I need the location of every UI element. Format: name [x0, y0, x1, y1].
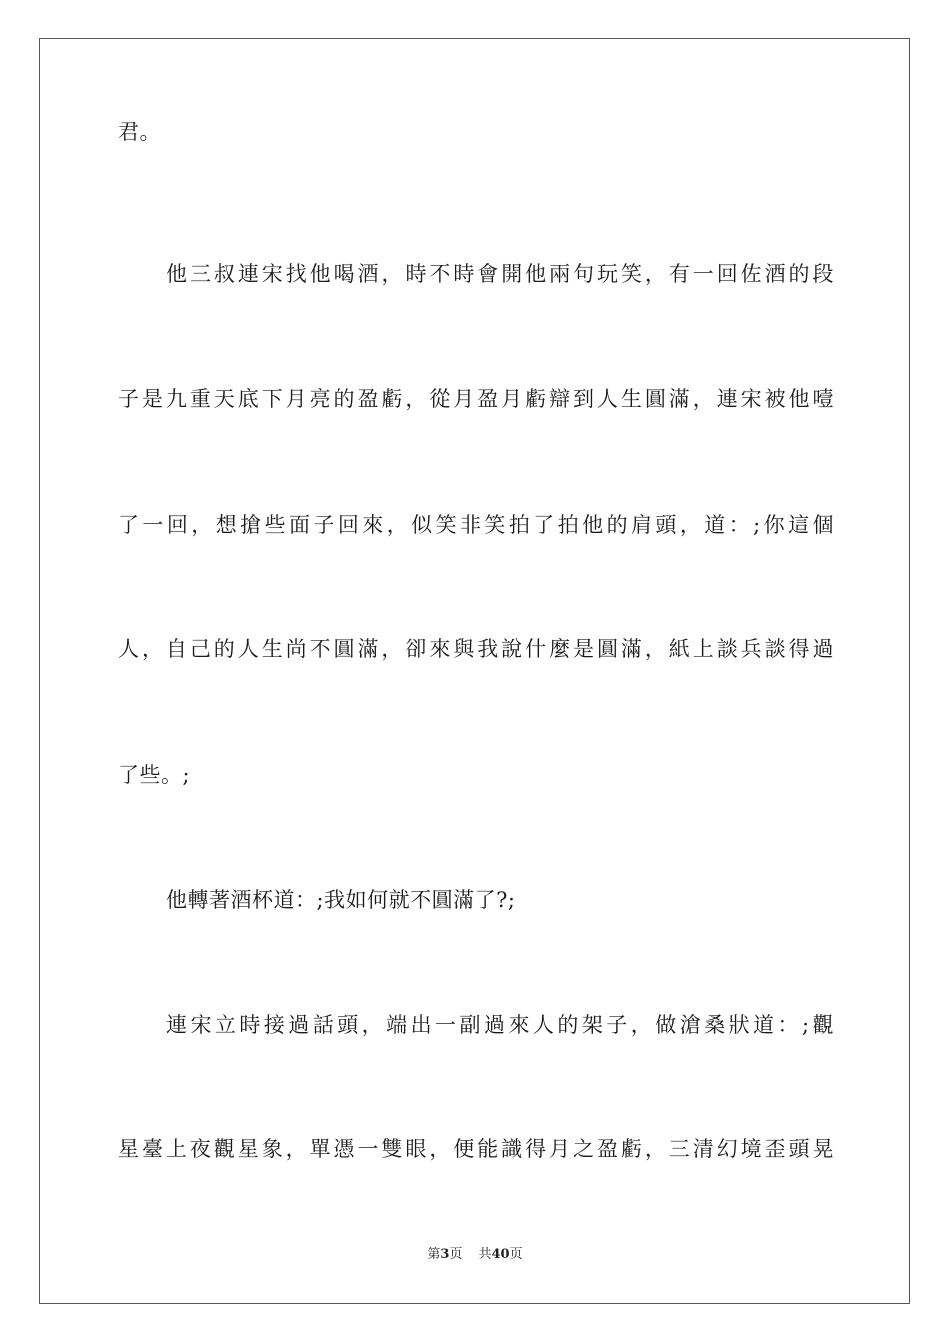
text-line-2: 他三叔連宋找他喝酒，時不時會開他兩句玩笑，有一回佐酒的段 [166, 262, 834, 286]
text-line-1: 君。 [118, 120, 161, 144]
text-line-3: 子是九重天底下月亮的盈虧，從月盈月虧辯到人生圓滿，連宋被他噎 [118, 387, 834, 411]
footer-page-number: 3 [440, 1247, 450, 1262]
footer-page-suffix: 页 [449, 1247, 463, 1262]
page-border [39, 38, 910, 1304]
text-line-4: 了一回，想搶些面子回來，似笑非笑拍了拍他的肩頭，道：;你這個 [118, 513, 834, 537]
text-line-5: 人，自己的人生尚不圓滿，卻來與我說什麼是圓滿，紙上談兵談得過 [118, 637, 834, 661]
text-line-9: 星臺上夜觀星象，單憑一雙眼，便能識得月之盈虧，三清幻境歪頭晃 [118, 1137, 834, 1161]
footer-total-prefix: 共 [478, 1247, 492, 1262]
footer-page-prefix: 第 [427, 1247, 441, 1262]
text-line-8: 連宋立時接過話頭，端出一副過來人的架子，做滄桑狀道：;觀 [166, 1013, 834, 1037]
page-footer [0, 1247, 950, 1263]
footer-total-pages: 40 [491, 1247, 510, 1262]
footer-total-suffix: 页 [509, 1247, 523, 1262]
text-line-7: 他轉著酒杯道：;我如何就不圓滿了?; [166, 888, 516, 912]
text-line-6: 了些。; [118, 763, 191, 787]
